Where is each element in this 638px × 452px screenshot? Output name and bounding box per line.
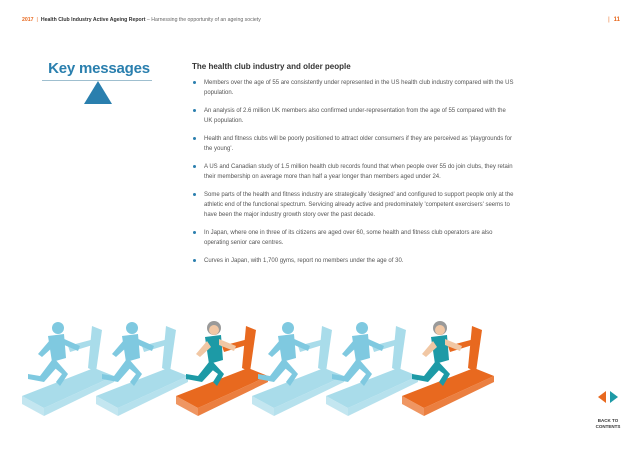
bullet-text: In Japan, where one in three of its citizens are aged over 60, some health and fitness club operators are also operating senior care centres. — [204, 230, 493, 246]
bullet-dot — [193, 231, 196, 234]
bullet-dot — [193, 137, 196, 140]
header-separator: | — [36, 17, 38, 23]
bullet-item — [192, 134, 514, 154]
bullet-list — [192, 78, 514, 274]
report-year: 2017 — [22, 17, 34, 23]
bullet-text: A US and Canadian study of 1.5 million health club records found that when people over 55 do join clubs, they retain their membership on average more than half a year longer than members aged under 24. — [204, 164, 513, 180]
back-to-contents-link[interactable] — [588, 418, 628, 430]
key-messages-block — [42, 60, 152, 106]
bullet-item — [192, 78, 514, 98]
seesaw-triangle-icon — [42, 80, 152, 106]
bullet-item — [192, 162, 514, 182]
arrow-right-icon[interactable] — [610, 391, 618, 403]
bullet-item — [192, 106, 514, 126]
bullet-dot — [193, 81, 196, 84]
section-title: The health club industry and older people — [192, 62, 351, 71]
back-to-label: BACK TO — [597, 418, 619, 423]
bullet-text: Members over the age of 55 are consistently under represented in the US health club industry compared with the US population. — [204, 80, 514, 96]
nav-arrows — [588, 390, 628, 404]
page-number-separator: | — [608, 17, 610, 23]
bullet-dot — [193, 165, 196, 168]
arrow-left-icon[interactable] — [598, 391, 606, 403]
page-number: 11 — [613, 17, 620, 23]
bullet-text: Health and fitness clubs will be poorly positioned to attract older consumers if they are perceived as 'playgrounds for the young'. — [204, 136, 512, 152]
bullet-text: Some parts of the health and fitness industry are strategically 'designed' and configured to support people only at the athletic end of the functional spectrum. Servicing already active and predominately 'competent exercisers' seems to have been the major industry growth story over the past decade. — [204, 192, 514, 218]
treadmill-young-2 — [96, 322, 188, 416]
report-subtitle: – Harnessing the opportunity of an ageing society — [146, 17, 261, 23]
bullet-item — [192, 256, 514, 266]
bullet-text: An analysis of 2.6 million UK members also confirmed under-representation from the age of 55 compared with the UK population. — [204, 108, 506, 124]
treadmill-older-2 — [402, 321, 494, 416]
key-messages-title: Key messages — [48, 60, 150, 77]
bullet-dot — [193, 259, 196, 262]
page-header — [22, 14, 620, 26]
bullet-dot — [193, 193, 196, 196]
page-number-wrap — [608, 14, 620, 26]
treadmill-illustration — [0, 316, 638, 426]
bullet-item — [192, 190, 514, 220]
bullet-item — [192, 228, 514, 248]
bullet-text: Curves in Japan, with 1,700 gyms, report no members under the age of 30. — [204, 258, 404, 264]
report-title: Health Club Industry Active Ageing Report — [40, 17, 146, 23]
page-navigation — [588, 390, 628, 438]
bullet-dot — [193, 109, 196, 112]
contents-label: CONTENTS — [595, 424, 621, 429]
